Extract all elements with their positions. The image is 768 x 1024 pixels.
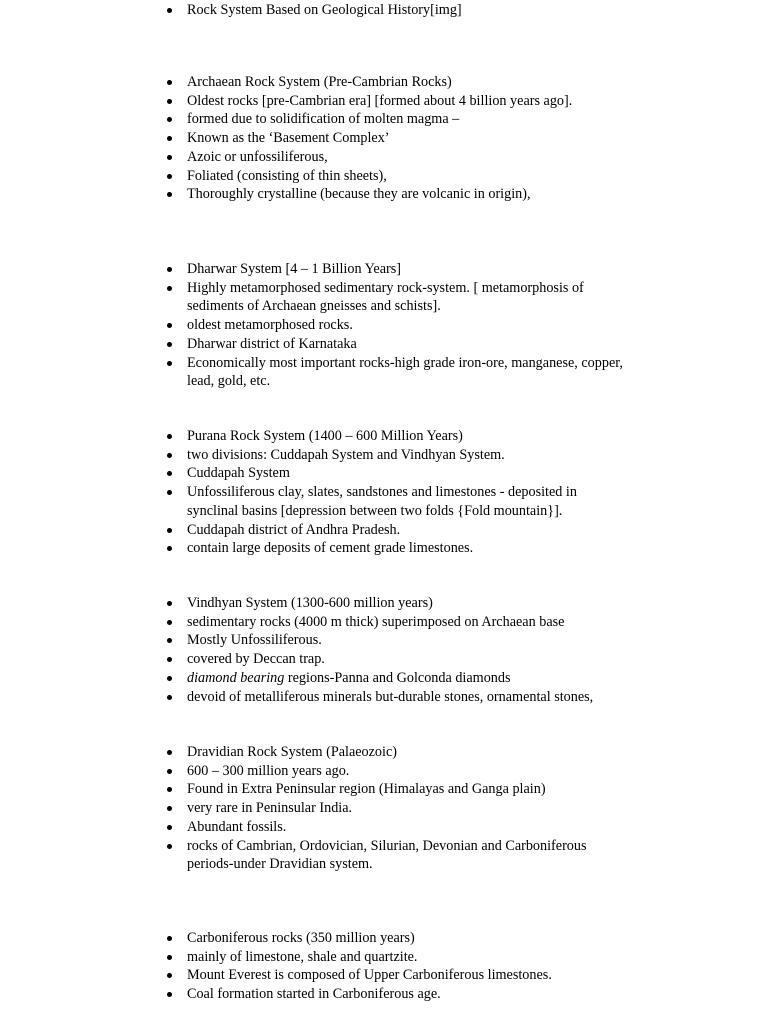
item-text: Oldest rocks [pre-Cambrian era] [formed about 4 billion years ago]. <box>187 92 573 109</box>
section-archaean <box>165 73 625 204</box>
section-carboniferous <box>165 929 625 1004</box>
list-item <box>165 631 625 650</box>
list-item <box>165 185 625 204</box>
list-item <box>165 427 625 446</box>
item-text: Foliated (consisting of thin sheets), <box>187 167 387 184</box>
item-text: Dharwar System [4 – 1 Billion Years] <box>187 261 401 277</box>
list-item <box>165 521 625 540</box>
item-text: devoid of metalliferous minerals but-durable stones, ornamental stones, <box>187 688 594 705</box>
list-item <box>165 260 625 279</box>
item-text: rocks of Cambrian, Ordovician, Silurian, Devonian and Carboniferous periods-under Dravidian system. <box>187 837 587 873</box>
item-text: regions-Panna and Golconda diamonds <box>284 669 511 686</box>
list-item <box>165 167 625 186</box>
list-item <box>165 985 625 1004</box>
list-item <box>165 613 625 632</box>
list-item <box>165 1 625 20</box>
section-dharwar <box>165 260 625 391</box>
list-item <box>165 929 625 948</box>
item-text: Highly metamorphosed sedimentary rock-system. [ metamorphosis of sediments of Archaean gneisses and schists]. <box>187 279 584 315</box>
list-item <box>165 148 625 167</box>
list-item <box>165 129 625 148</box>
item-text: sedimentary rocks (4000 m thick) superimposed on Archaean base <box>187 613 565 630</box>
list-item <box>165 948 625 967</box>
list-item <box>165 743 625 762</box>
section-vindhyan <box>165 594 625 706</box>
item-text: Coal formation started in Carboniferous age. <box>187 986 441 1003</box>
item-text: contain large deposits of cement grade limestones. <box>187 540 474 557</box>
item-text: Carboniferous rocks (350 million years) <box>187 930 415 946</box>
item-text: 600 – 300 million years ago. <box>187 762 350 779</box>
list-item <box>165 669 625 688</box>
list-item <box>165 464 625 483</box>
list-item <box>165 650 625 669</box>
item-text: Thoroughly crystalline (because they are volcanic in origin), <box>187 186 531 203</box>
list-item <box>165 73 625 92</box>
item-text: Dravidian Rock System (Palaeozoic) <box>187 744 397 760</box>
item-text: very rare in Peninsular India. <box>187 800 353 817</box>
item-text: two divisions: Cuddapah System and Vindhyan System. <box>187 446 505 463</box>
list-item <box>165 354 625 391</box>
section-purana <box>165 427 625 558</box>
section-geological-history <box>165 1 625 20</box>
item-text: Purana Rock System (1400 – 600 Million Years) <box>187 428 463 444</box>
list-item <box>165 335 625 354</box>
item-text: Archaean Rock System (Pre-Cambrian Rocks) <box>187 74 452 90</box>
list-item <box>165 966 625 985</box>
item-text: Vindhyan System (1300-600 million years) <box>187 595 433 611</box>
item-text: Cuddapah System <box>187 465 290 482</box>
item-text: Unfossiliferous clay, slates, sandstones and limestones - deposited in synclinal basins [depression between two folds {Fold mountain}]. <box>187 484 577 519</box>
list-item <box>165 92 625 111</box>
list-item <box>165 446 625 465</box>
list-item <box>165 110 625 129</box>
item-text: formed due to solidification of molten magma – <box>187 111 460 128</box>
list-item <box>165 688 625 707</box>
list-item <box>165 799 625 818</box>
item-text: covered by Deccan trap. <box>187 651 325 668</box>
item-text: Economically most important rocks-high grade iron-ore, manganese, copper, lead, gold, etc. <box>187 354 623 390</box>
item-text: Mostly Unfossiliferous. <box>187 632 322 649</box>
item-text: Dharwar district of Karnataka <box>187 335 357 352</box>
list-item <box>165 279 625 316</box>
list-item <box>165 780 625 799</box>
item-text: Azoic or unfossiliferous, <box>187 148 328 165</box>
list-item <box>165 483 625 520</box>
section-dravidian <box>165 743 625 874</box>
list-item <box>165 316 625 335</box>
list-item <box>165 762 625 781</box>
list-item <box>165 594 625 613</box>
item-text: oldest metamorphosed rocks. <box>187 317 353 334</box>
list-item <box>165 539 625 558</box>
item-text: Mount Everest is composed of Upper Carboniferous limestones. <box>187 967 552 984</box>
item-text: Known as the ‘Basement Complex’ <box>187 130 390 147</box>
item-text: Found in Extra Peninsular region (Himalayas and Ganga plain) <box>187 781 546 798</box>
item-text-italic: diamond bearing <box>187 669 285 686</box>
item-text: Abundant fossils. <box>187 818 287 835</box>
item-text: Cuddapah district of Andhra Pradesh. <box>187 521 401 538</box>
list-item <box>165 837 625 874</box>
item-text: mainly of limestone, shale and quartzite. <box>187 948 418 965</box>
item-text: Rock System Based on Geological History[img] <box>187 2 462 18</box>
list-item <box>165 818 625 837</box>
